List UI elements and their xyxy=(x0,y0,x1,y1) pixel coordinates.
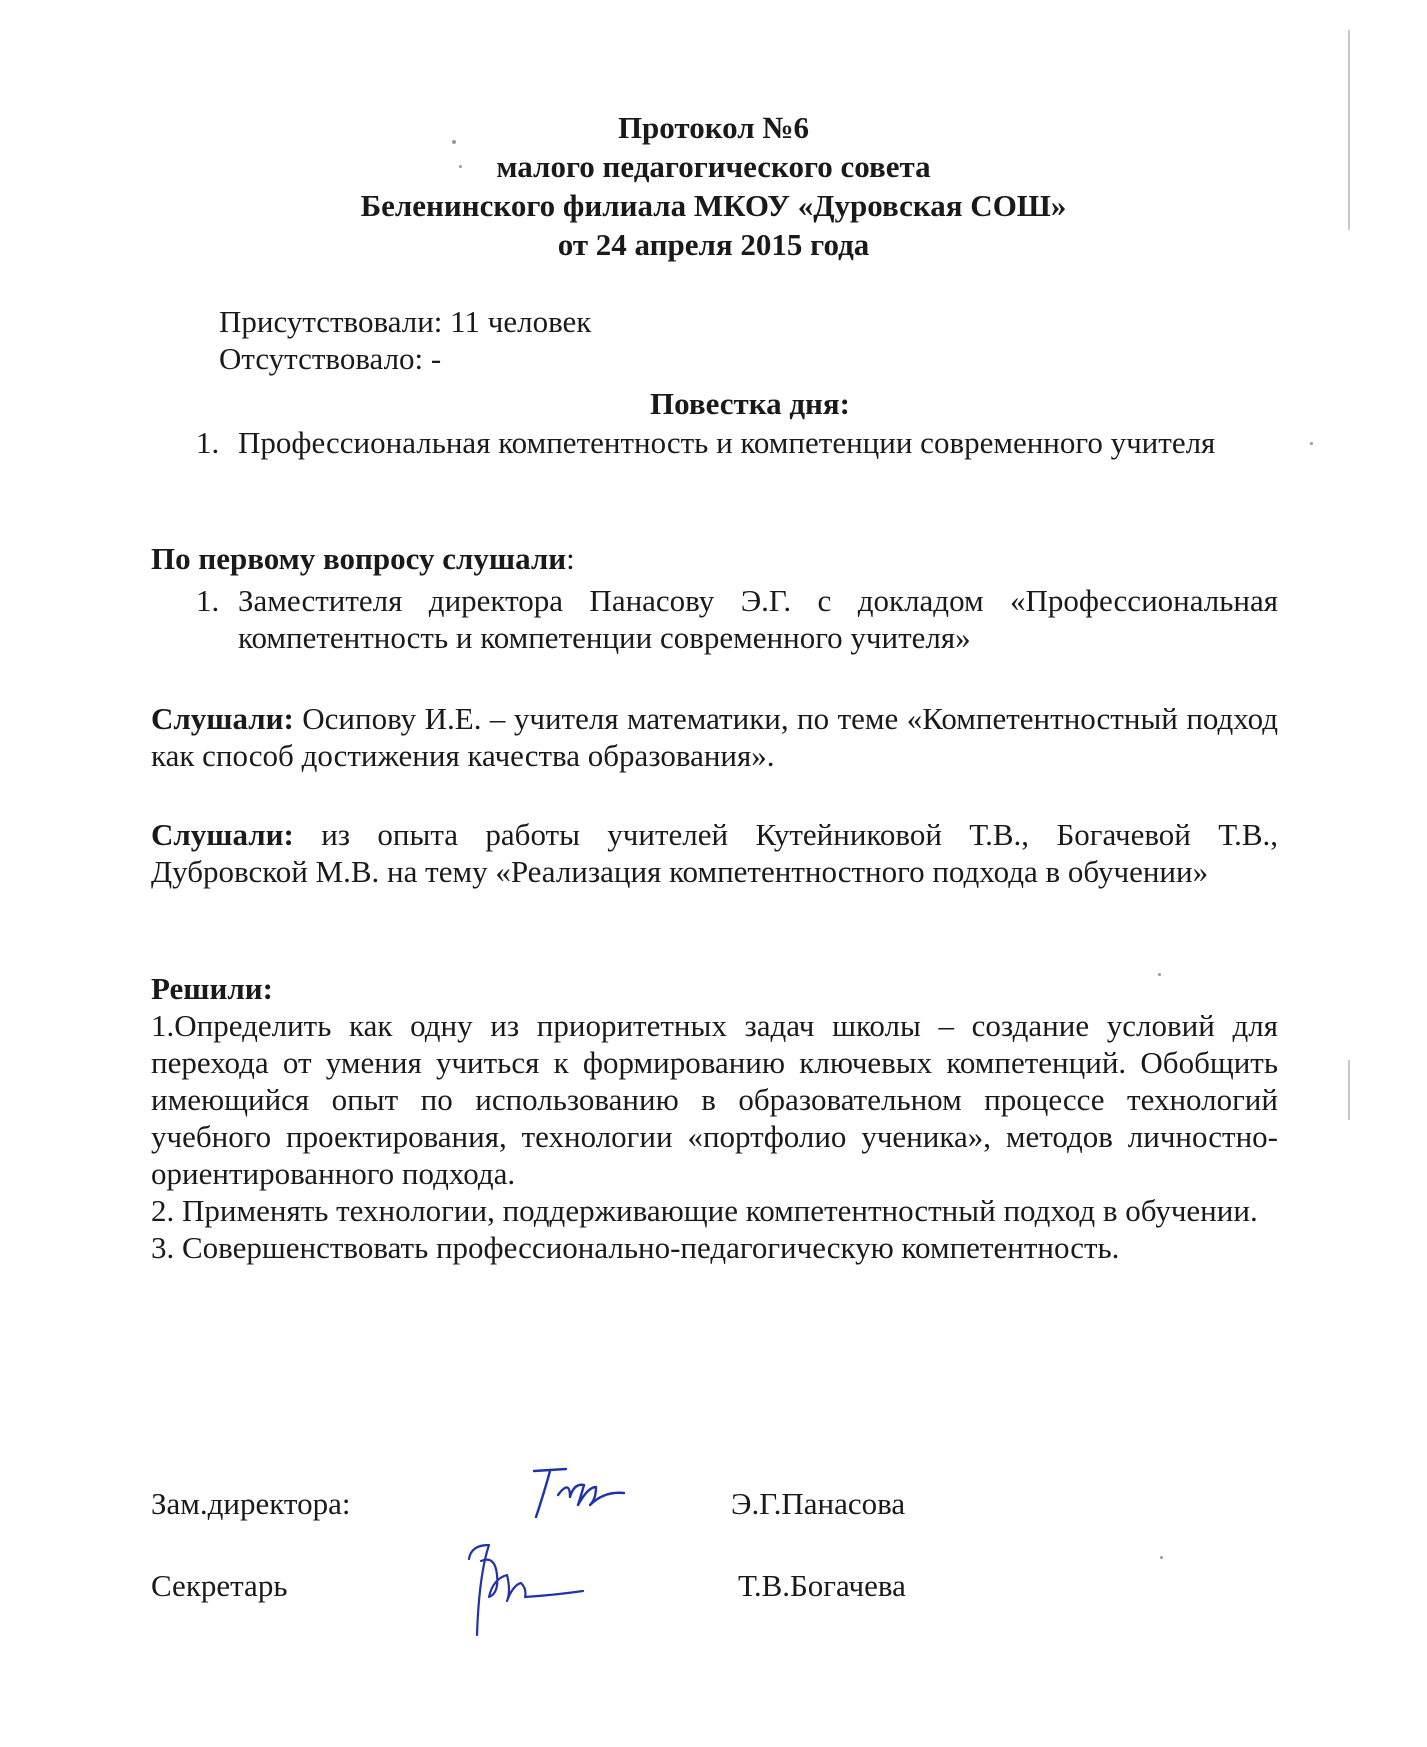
decisions-heading: Решили: xyxy=(151,971,273,1006)
heard-section xyxy=(151,700,1278,774)
agenda-heading: Повестка дня: xyxy=(650,386,850,421)
scan-edge-line xyxy=(1348,1060,1350,1120)
attendance xyxy=(219,303,591,377)
agenda-item xyxy=(151,424,1278,461)
protocol-title: Протокол №6 xyxy=(617,110,810,145)
agenda-list xyxy=(151,424,1278,461)
signature-name: Т.В.Богачева xyxy=(738,1568,906,1603)
first-question-heading xyxy=(151,540,1278,577)
signature-name: Э.Г.Панасова xyxy=(731,1486,906,1521)
signature-role: Секретарь xyxy=(151,1568,288,1603)
heard-section xyxy=(151,816,1278,890)
decisions-section xyxy=(151,970,1278,1266)
meeting-date: от 24 апреля 2015 года xyxy=(557,227,870,262)
first-question-item xyxy=(151,582,1278,656)
first-question-colon: : xyxy=(566,541,575,576)
protocol-subtitle: малого педагогического совета xyxy=(496,149,931,184)
decision-item: 2. Применять технологии, поддерживающие компетентностный подход в обучении. xyxy=(151,1193,1258,1228)
decision-item: 3. Совершенствовать профессионально-педагогическую компетентность. xyxy=(151,1230,1120,1265)
heard-label: Слушали: xyxy=(151,701,294,736)
attendance-present: Присутствовали: 11 человек xyxy=(219,304,592,339)
first-question-item-number: 1. xyxy=(196,583,220,618)
scan-speck xyxy=(1310,442,1313,445)
heard-text: Осипову И.Е. – учителя математики, по теме «Компетентностный подход как способ достижения качества образования». xyxy=(151,701,1278,773)
agenda-item-number: 1. xyxy=(196,425,220,460)
signature-role: Зам.директора: xyxy=(151,1486,351,1521)
scan-speck xyxy=(1160,1556,1163,1559)
signature-scribble-secretary xyxy=(455,1535,605,1650)
signature-scribble-deputy xyxy=(500,1465,630,1525)
heard-label: Слушали: xyxy=(151,817,294,852)
organization-name: Беленинского филиала МКОУ «Дуровская СОШ» xyxy=(360,188,1067,223)
first-question-list xyxy=(151,582,1278,656)
first-question-label: По первому вопросу слушали xyxy=(151,541,567,576)
attendance-absent: Отсутствовало: - xyxy=(219,341,442,376)
heard-text: из опыта работы учителей Кутейниковой Т.В., Богачевой Т.В., Дубровской М.В. на тему «Реализация компетентностного подхода в обучении» xyxy=(151,817,1278,889)
decision-item: 1.Определить как одну из приоритетных задач школы – создание условий для перехода от умения учиться к формированию ключевых компетенций. Обобщить имеющийся опыт по использованию в образовательном процессе технологий учебного проектирования, технологии «портфолио ученика», методов личностно-ориентированного подхода. xyxy=(151,1008,1278,1191)
agenda-item-text: Профессиональная компетентность и компетенции современного учителя xyxy=(238,425,1216,460)
document-header xyxy=(0,108,1427,264)
first-question-item-text: Заместителя директора Панасову Э.Г. с докладом «Профессиональная компетентность и компетенции современного учителя» xyxy=(238,583,1278,655)
